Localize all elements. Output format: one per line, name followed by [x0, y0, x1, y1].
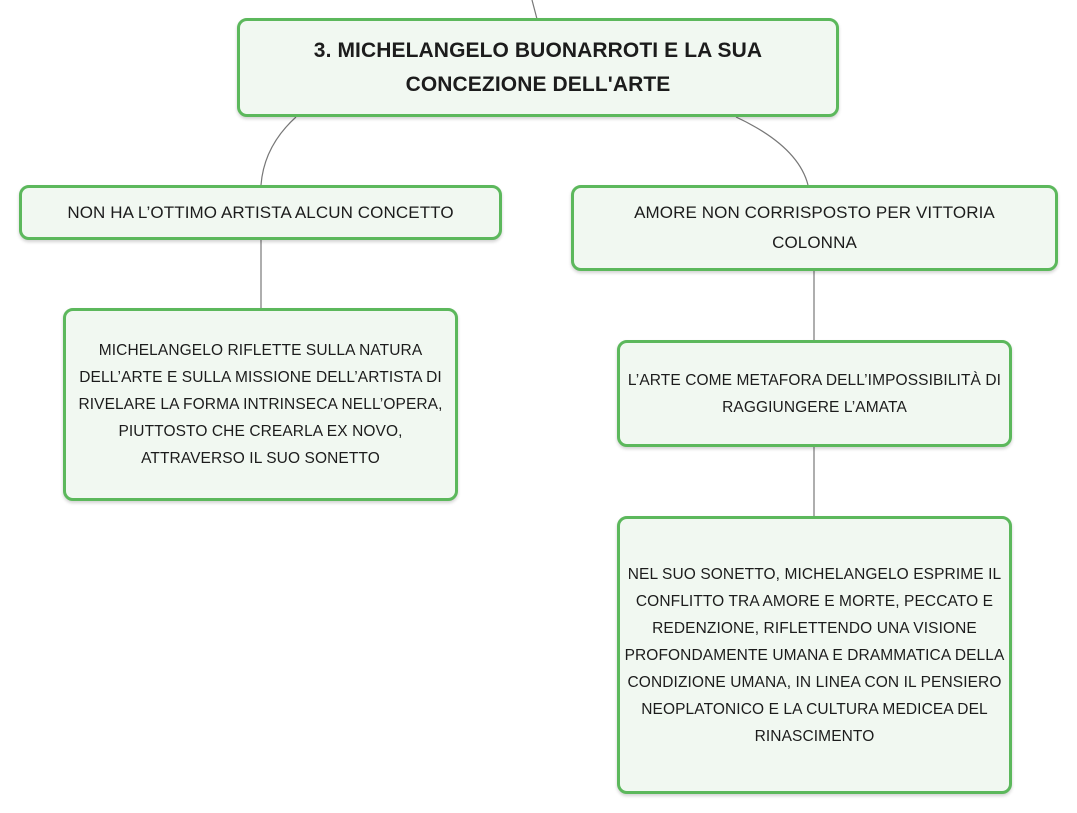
node-natura-arte[interactable]: [63, 308, 458, 501]
node-arte-metafora-label: L’ARTE COME METAFORA DELL’IMPOSSIBILITÀ DI RAGGIUNGERE L’AMATA: [627, 371, 1002, 416]
node-ottimo-artista[interactable]: [19, 185, 502, 240]
node-sonetto-conflitto-label: NEL SUO SONETTO, MICHELANGELO ESPRIME IL CONFLITTO TRA AMORE E MORTE, PECCATO E REDENZIONE, RIFLETTENDO UNA VISIONE PROFONDAMENTE UMANA E DRAMMATICA DELLA CONDIZIONE UMANA, IN LINEA CON IL PENSIERO NEOPLATONICO E LA CULTURA MEDICEA DEL RINASCIMENTO: [624, 565, 1005, 745]
root-node-label: 3. MICHELANGELO BUONARROTI E LA SUA CONCEZIONE DELL'ARTE: [313, 38, 763, 96]
root-node[interactable]: [237, 18, 839, 117]
node-vittoria-colonna[interactable]: [571, 185, 1058, 271]
node-vittoria-colonna-label: AMORE NON CORRISPOSTO PER VITTORIA COLONNA: [634, 203, 995, 252]
node-sonetto-conflitto[interactable]: [617, 516, 1012, 794]
node-ottimo-artista-label: NON HA L’OTTIMO ARTISTA ALCUN CONCETTO: [67, 202, 454, 222]
connector-root-to-right-branch: [736, 117, 808, 185]
node-arte-metafora[interactable]: [617, 340, 1012, 447]
node-natura-arte-label: MICHELANGELO RIFLETTE SULLA NATURA DELL’ARTE E SULLA MISSIONE DELL’ARTISTA DI RIVELARE LA FORMA INTRINSECA NELL’OPERA, PIUTTOSTO CHE CREARLA EX NOVO, ATTRAVERSO IL SUO SONETTO: [78, 342, 443, 467]
connector-root-to-left-branch: [261, 117, 296, 185]
connector-parent-to-root: [532, 0, 537, 19]
